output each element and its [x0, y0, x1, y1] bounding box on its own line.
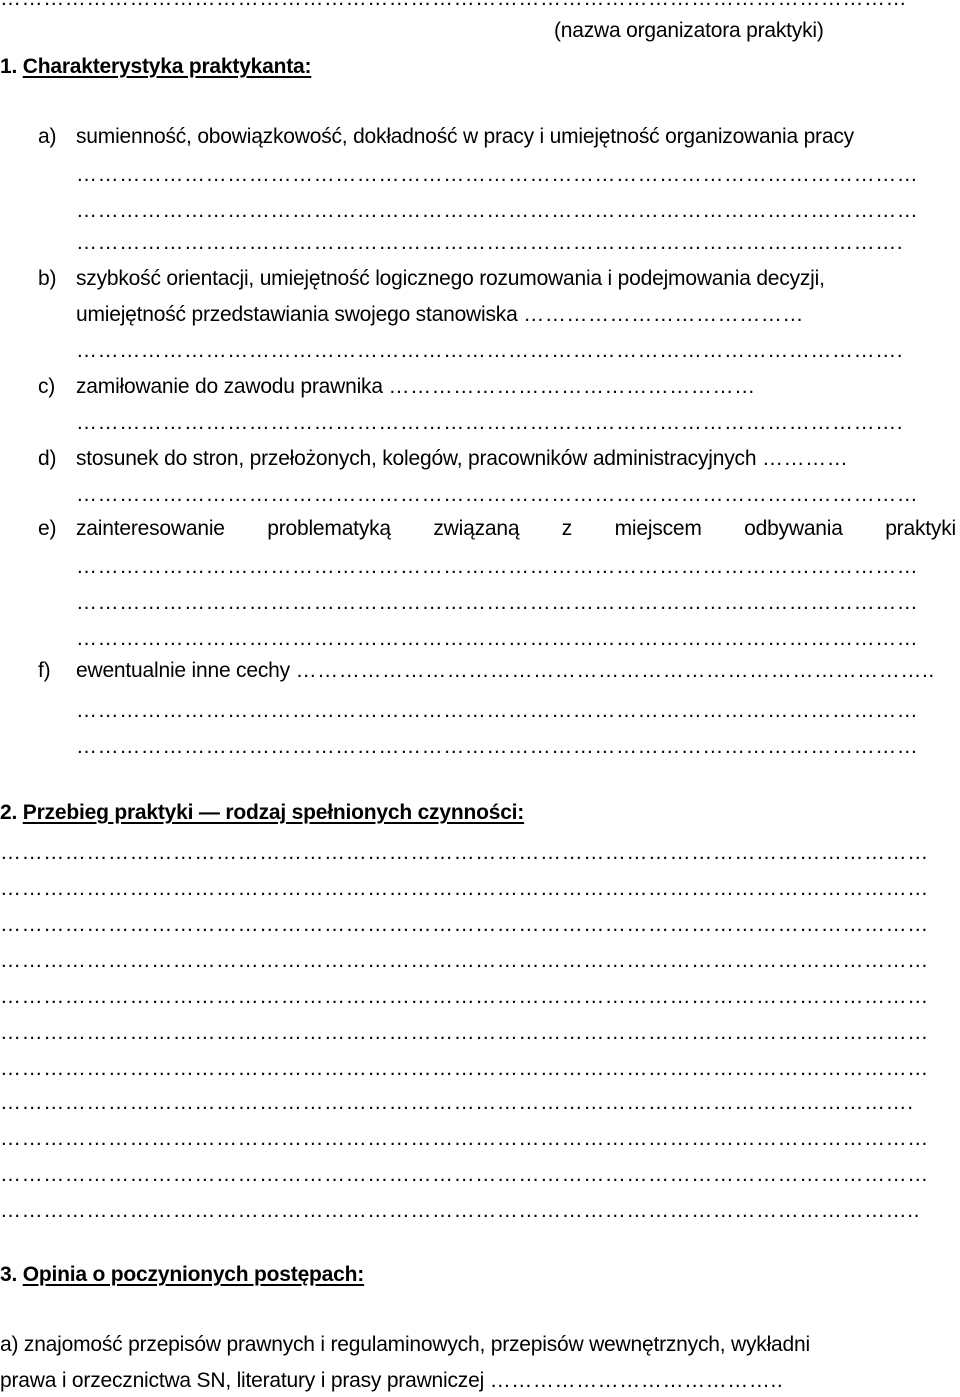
item-e-word: zainteresowanie — [76, 517, 225, 540]
item-a-dotted-line-2[interactable]: ……………………………………………………………………………………………………… — [76, 199, 919, 222]
item-f-dotted-line-2[interactable]: ……………………………………………………………………………………………………… — [76, 735, 919, 758]
section-2-title: Przebieg praktyki — rodzaj spełnionych czynności: — [22, 801, 525, 824]
item-e-word: z — [561, 517, 573, 540]
item-b-dotted-line-1[interactable]: ……………………………………………………………………………………………………. — [76, 339, 904, 362]
section-3-heading — [0, 1262, 364, 1288]
item-a-label: a) — [38, 125, 57, 148]
item-e-dotted-line-2[interactable]: ……………………………………………………………………………………………………… — [76, 591, 919, 614]
item-f-dotted-line-1[interactable]: ……………………………………………………………………………………………………… — [76, 699, 919, 722]
section-1-number: 1. — [0, 55, 18, 78]
opinion-item-a-line-1: a) znajomość przepisów prawnych i regulaminowych, przepisów wewnętrznych, wykładni — [0, 1333, 810, 1356]
item-e-dotted-line-1[interactable]: ……………………………………………………………………………………………………… — [76, 555, 919, 578]
opinion-item-a-inline-dots[interactable]: ………………………………….. — [489, 1369, 784, 1392]
item-d-row — [76, 446, 848, 472]
item-d-inline-dots[interactable]: ………… — [761, 447, 849, 470]
section-2-dotted-line[interactable]: ………………………………………………………………………………………………………………… — [0, 1163, 929, 1186]
section-1-title: Charakterystyka praktykanta: — [22, 55, 312, 78]
item-f-label: f) — [38, 659, 51, 682]
section-2-dotted-line[interactable]: ………………………………………………………………………………………………………………… — [0, 877, 929, 900]
item-f-text: ewentualnie inne cechy — [76, 659, 290, 682]
item-d-text: stosunek do stron, przełożonych, kolegów, pracowników administracyjnych — [76, 447, 757, 470]
section-2-dotted-line[interactable]: ………………………………………………………………………………………………………………… — [0, 1021, 929, 1044]
section-2-dotted-line[interactable]: ………………………………………………………………………………………………………………… — [0, 1057, 929, 1080]
item-c-inline-dots[interactable]: …………………………………………… — [388, 375, 756, 398]
item-e-dotted-line-3[interactable]: ……………………………………………………………………………………………………… — [76, 627, 919, 650]
section-2-dotted-line[interactable]: ………………………………………………………………………………………………………………… — [0, 985, 929, 1008]
item-e-word: miejscem — [614, 517, 702, 540]
opinion-item-a-line-2: prawa i orzecznictwa SN, literatury i prasy prawniczej — [0, 1369, 485, 1392]
item-e-text — [76, 516, 956, 542]
section-2-dotted-line[interactable]: ………………………………………………………………………………………………………………… — [0, 841, 929, 864]
item-d-label: d) — [38, 447, 57, 470]
section-2-dotted-line[interactable]: ……………………………………………………………………………………………………………….. — [0, 1199, 921, 1222]
section-3-number: 3. — [0, 1263, 18, 1286]
item-e-word: praktyki — [885, 517, 956, 540]
item-b-text-2: umiejętność przedstawiania swojego stanowiska — [76, 303, 518, 326]
item-d-dotted-line-1[interactable]: ……………………………………………………………………………………………………… — [76, 483, 919, 506]
item-e-word: odbywania — [744, 517, 843, 540]
section-2-number: 2. — [0, 801, 18, 824]
item-a-text: sumienność, obowiązkowość, dokładność w pracy i umiejętność organizowania pracy — [76, 125, 854, 148]
item-f-row — [76, 658, 935, 684]
section-2-dotted-line[interactable]: ………………………………………………………………………………………………………………… — [0, 949, 929, 972]
section-2-dotted-line[interactable]: ………………………………………………………………………………………………………………. — [0, 1091, 914, 1114]
section-2-dotted-line[interactable]: ………………………………………………………………………………………………………………… — [0, 913, 929, 936]
item-b-text-2-row — [76, 302, 804, 328]
item-c-row — [76, 374, 756, 400]
organizer-name-dotted-line[interactable] — [0, 0, 960, 12]
item-e-word: problematyką — [267, 517, 391, 540]
item-c-text: zamiłowanie do zawodu prawnika — [76, 375, 383, 398]
item-a-dotted-line-3[interactable]: ……………………………………………………………………………………………………. — [76, 231, 904, 254]
item-b-inline-dots[interactable]: ………………………………… — [523, 303, 805, 326]
section-3-title: Opinia o poczynionych postępach: — [22, 1263, 365, 1286]
item-e-word: związaną — [433, 517, 520, 540]
section-2-dotted-line[interactable]: ………………………………………………………………………………………………………………… — [0, 1127, 929, 1150]
item-b-text-1: szybkość orientacji, umiejętność logicznego rozumowania i podejmowania decyzji, — [76, 267, 825, 290]
item-f-inline-dots[interactable]: …………………………………………………………………………….. — [295, 659, 935, 682]
item-a-dotted-line-1[interactable]: ……………………………………………………………………………………………………… — [76, 163, 919, 186]
item-c-dotted-line-1[interactable]: ……………………………………………………………………………………………………. — [76, 411, 904, 434]
opinion-item-a-line-2-row — [0, 1368, 783, 1394]
section-2-heading — [0, 800, 524, 826]
item-e-label: e) — [38, 517, 57, 540]
section-1-heading — [0, 54, 311, 80]
item-c-label: c) — [38, 375, 56, 398]
organizer-caption: (nazwa organizatora praktyki) — [554, 19, 824, 42]
item-b-label: b) — [38, 267, 57, 290]
